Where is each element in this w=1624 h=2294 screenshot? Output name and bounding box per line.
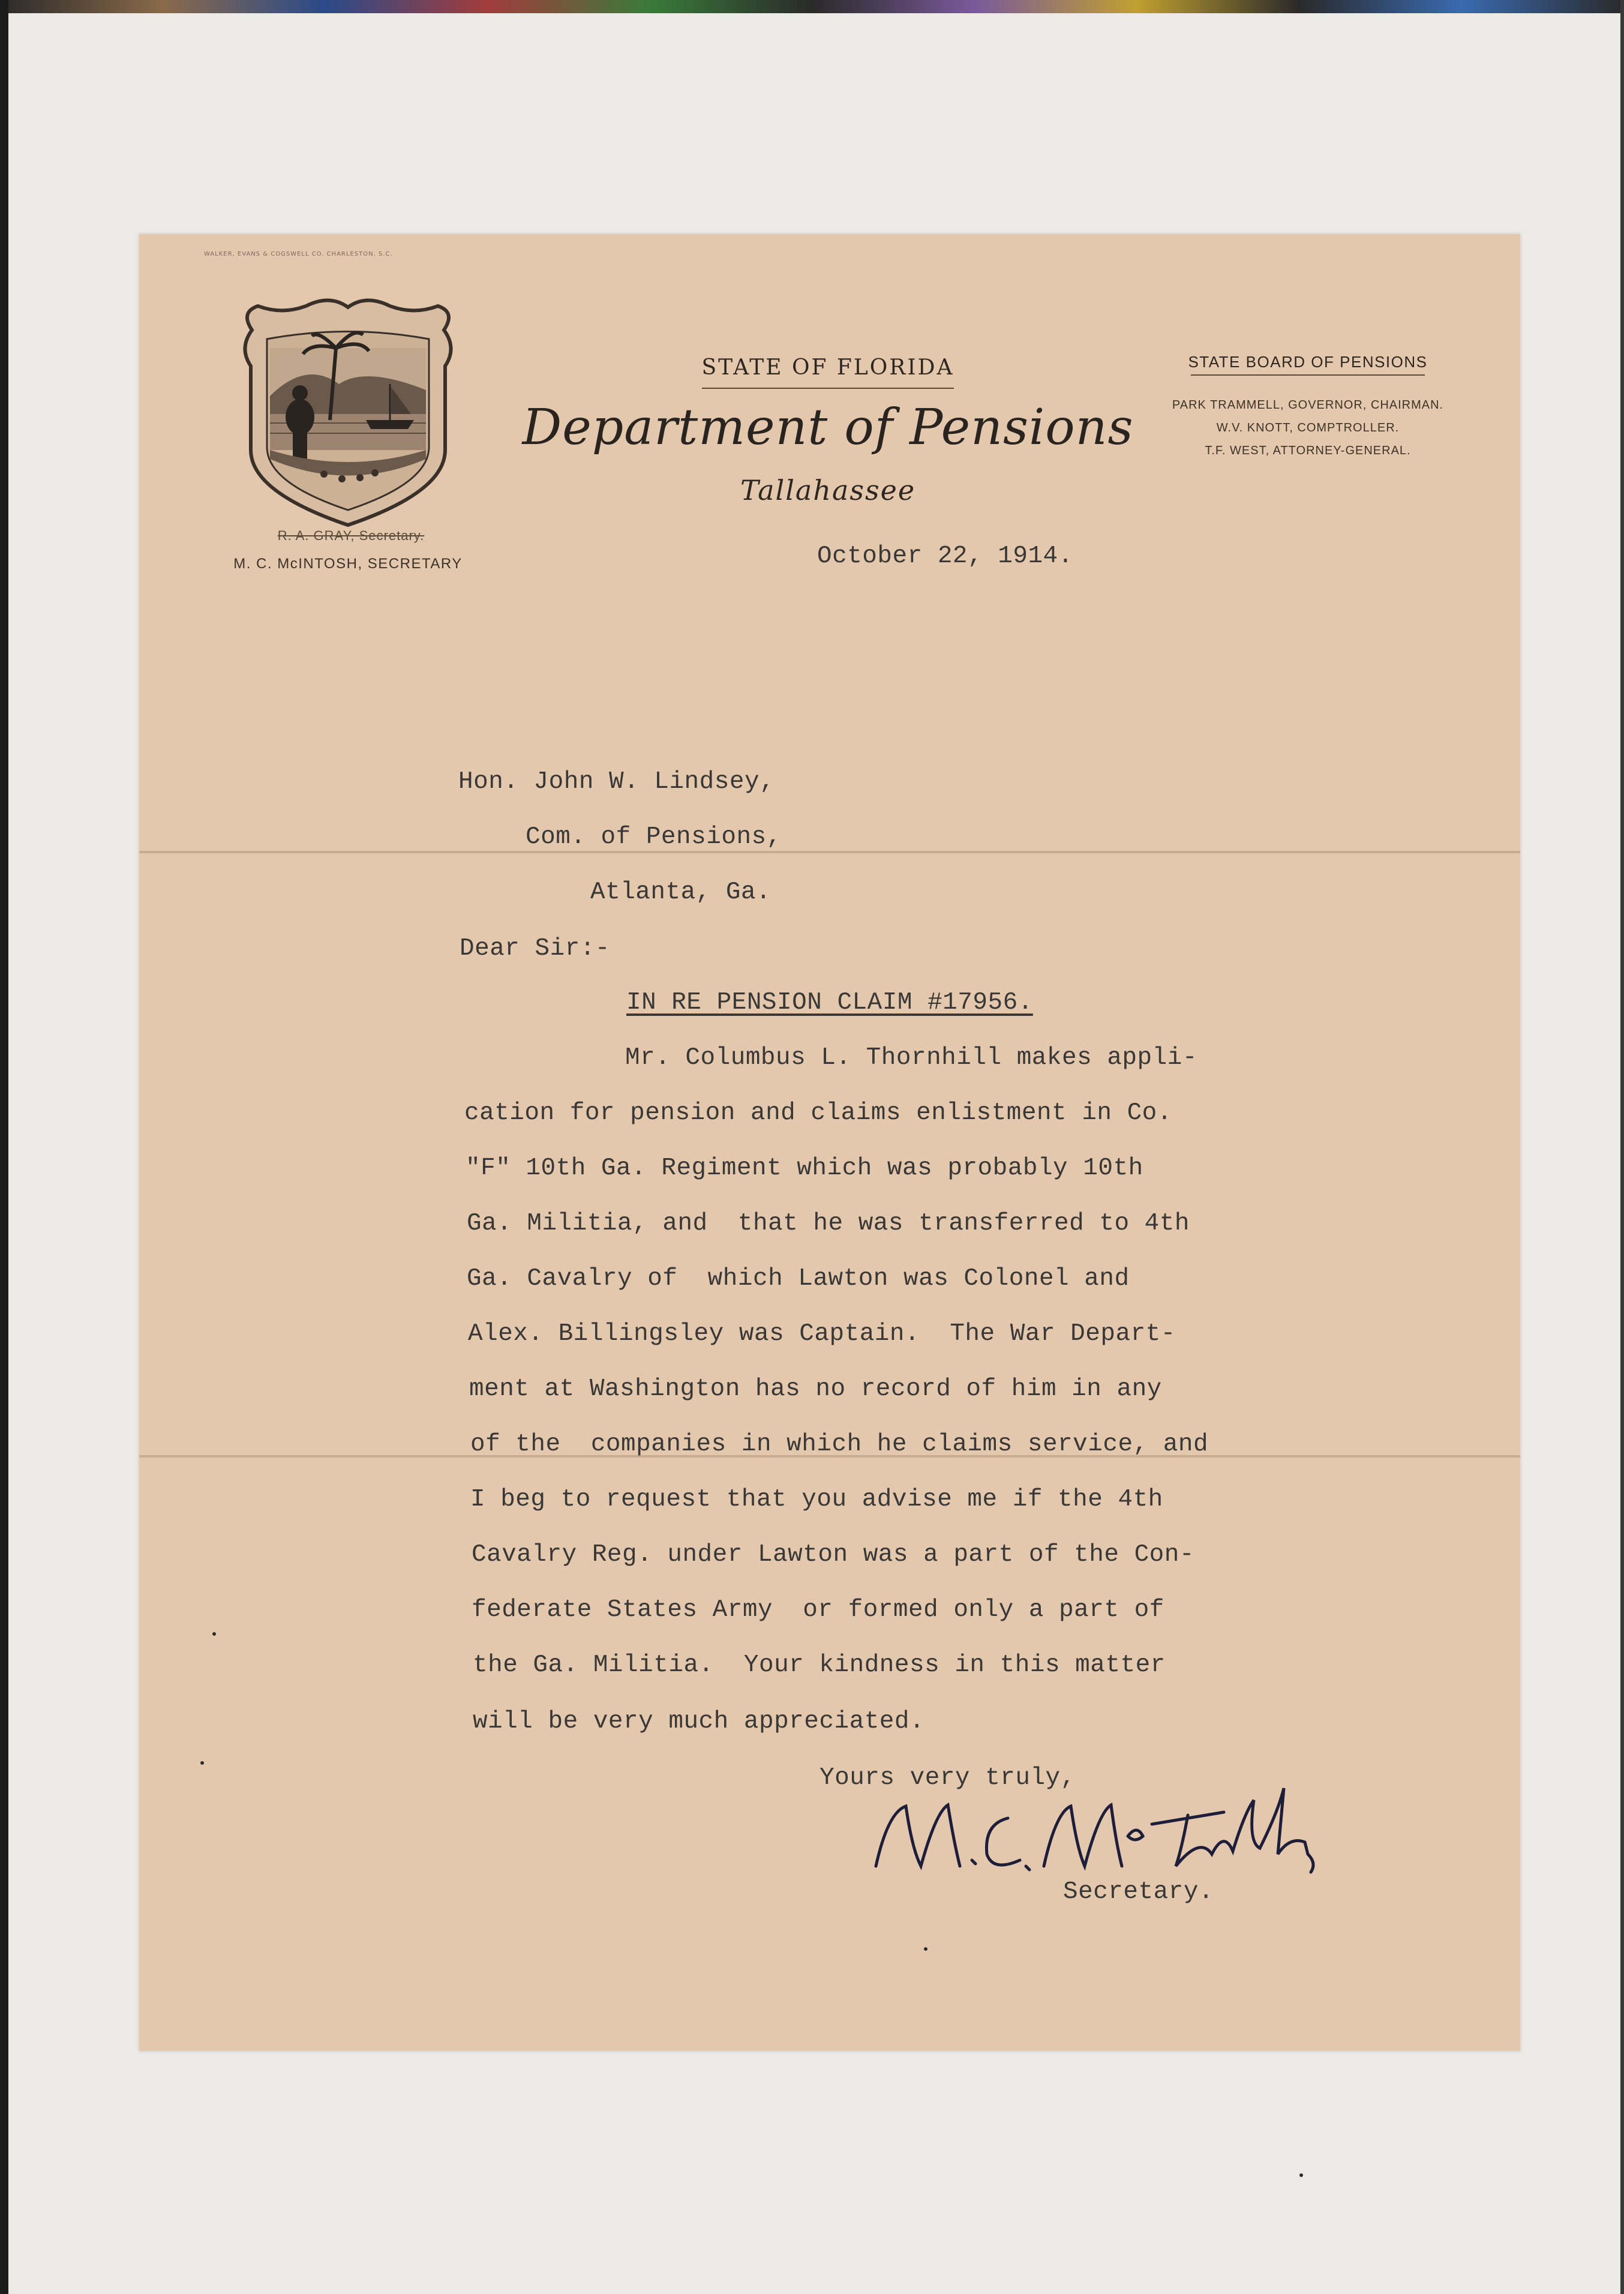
body-line: of the companies in which he claims service, and — [470, 1431, 1209, 1458]
body-line: federate States Army or formed only a part of — [472, 1596, 1164, 1624]
secretary-name: M. C. McINTOSH, SECRETARY — [233, 556, 463, 572]
board-title: STATE BOARD OF PENSIONS — [1188, 353, 1428, 371]
former-secretary-struck: R. A. GRAY, Secretary. — [277, 528, 425, 543]
scan-speck — [1299, 2173, 1303, 2177]
body-line: Alex. Billingsley was Captain. The War Depart- — [468, 1320, 1176, 1348]
signer-title: Secretary. — [1063, 1878, 1214, 1906]
body-line: Ga. Cavalry of which Lawton was Colonel and — [467, 1265, 1130, 1293]
subject-line: IN RE PENSION CLAIM #17956. — [626, 989, 1033, 1016]
printer-mark: WALKER, EVANS & COGSWELL CO. CHARLESTON, S.C. — [204, 251, 393, 257]
body-line: ment at Washington has no record of him in any — [469, 1375, 1162, 1403]
scan-speck — [200, 1761, 204, 1765]
body-line: Mr. Columbus L. Thornhill makes appli- — [625, 1044, 1197, 1072]
addressee-line: Hon. John W. Lindsey, — [458, 768, 775, 796]
board-rule — [1191, 374, 1425, 376]
letter-date: October 22, 1914. — [817, 542, 1073, 570]
city-heading: Tallahassee — [740, 474, 916, 506]
body-line: will be very much appreciated. — [473, 1708, 925, 1735]
body-line: "F" 10th Ga. Regiment which was probably 10th — [466, 1155, 1143, 1182]
body-line: the Ga. Militia. Your kindness in this matter — [473, 1651, 1166, 1679]
addressee-line: Atlanta, Ga. — [590, 878, 772, 906]
scan-speck — [924, 1947, 927, 1951]
board-member: T.F. WEST, ATTORNEY-GENERAL. — [1205, 444, 1411, 457]
board-member: W.V. KNOTT, COMPTROLLER. — [1216, 421, 1400, 434]
body-line: Cavalry Reg. under Lawton was a part of the Con- — [472, 1541, 1194, 1569]
state-rule — [702, 388, 954, 389]
scan-border-right — [1620, 0, 1624, 2294]
body-line: cation for pension and claims enlistment in Co. — [464, 1099, 1172, 1127]
body-line: Ga. Militia, and that he was transferred to 4th — [467, 1210, 1190, 1237]
scan-border-top — [0, 0, 1624, 13]
scan-speck — [212, 1632, 216, 1636]
state-seal-icon — [234, 294, 462, 531]
department-title: Department of Pensions — [522, 399, 1134, 456]
addressee-line: Com. of Pensions, — [526, 823, 782, 851]
state-heading: STATE OF FLORIDA — [701, 355, 954, 380]
scan-border-left — [0, 0, 8, 2294]
body-line: I beg to request that you advise me if the 4th — [470, 1486, 1163, 1513]
board-member: PARK TRAMMELL, GOVERNOR, CHAIRMAN. — [1172, 398, 1444, 412]
salutation: Dear Sir:- — [460, 935, 611, 962]
closing: Yours very truly, — [819, 1764, 1076, 1792]
fold-line-upper — [139, 851, 1520, 853]
